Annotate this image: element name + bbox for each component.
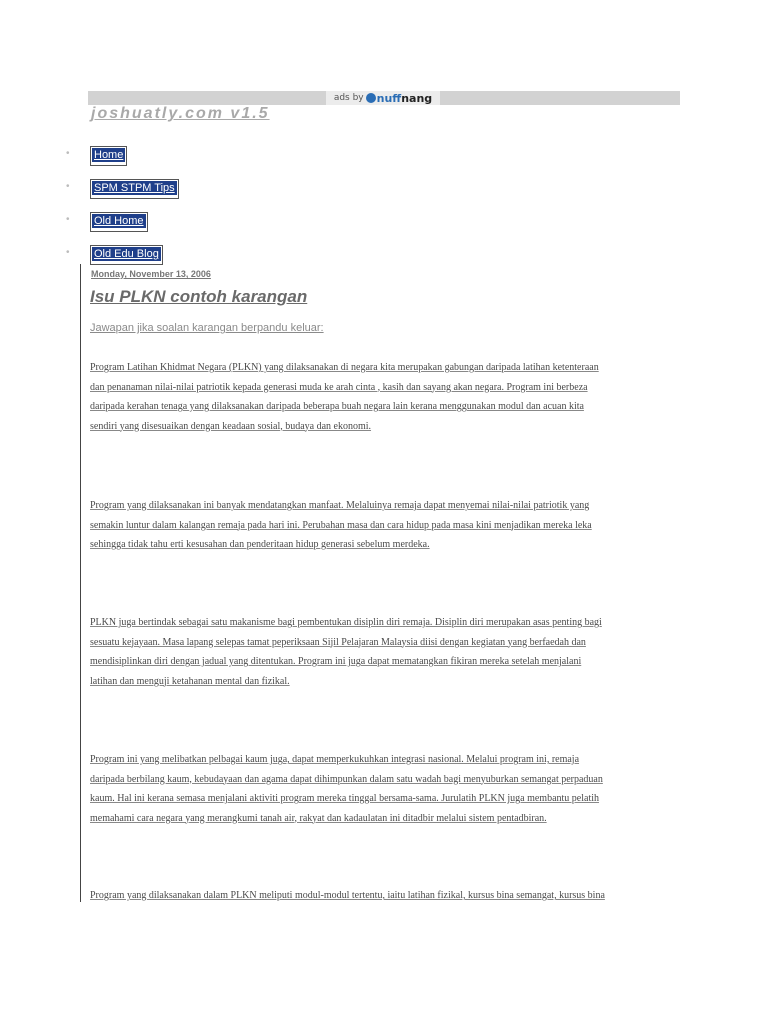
nav-item-old-edu-blog bbox=[66, 245, 266, 265]
post-lead: Jawapan jika soalan karangan berpandu keluar: bbox=[90, 322, 324, 334]
paragraph-line: daripada berbilang kaum, kebudayaan dan agama dapat dihimpunkan dalam satu wadah bagi menyuburkan semangat perpaduan bbox=[90, 773, 603, 785]
paragraph-line: kaum. Hal ini kerana semasa menjalani aktiviti program mereka tinggal bersama-sama. Jurulatih PLKN juga membantu pelatih bbox=[90, 793, 600, 804]
post-date: Monday, November 13, 2006 bbox=[91, 269, 211, 279]
nuffnang-ad-badge[interactable] bbox=[326, 91, 440, 105]
content-divider bbox=[80, 264, 81, 902]
nav-button-frame bbox=[90, 146, 127, 166]
post-paragraph bbox=[90, 496, 680, 555]
post-paragraph bbox=[90, 358, 680, 436]
ads-by-label: ads by bbox=[333, 93, 364, 103]
paragraph-line: sehingga tidak tahu erti kesusahan dan penderitaan hidup generasi sebelum merdeka. bbox=[90, 539, 430, 550]
post-paragraph bbox=[90, 886, 680, 906]
paragraph-line: Program yang dilaksanakan ini banyak mendatangkan manfaat. Melaluinya remaja dapat menyemai nilai-nilai patriotik yang bbox=[90, 500, 590, 511]
brand-part1: nuff bbox=[376, 91, 402, 105]
nav-link-old-home[interactable]: Old Home bbox=[94, 215, 144, 227]
paragraph-line: daripada kerahan tenaga yang dilaksanakan daripada beberapa buah negara lain kerana menggunakan modul dan acuan kita bbox=[90, 401, 584, 412]
nav-button-frame bbox=[90, 245, 163, 265]
nav-link-spm-stpm-tips[interactable]: SPM STPM Tips bbox=[94, 182, 175, 194]
ad-banner[interactable] bbox=[88, 91, 680, 105]
bullet-icon: • bbox=[66, 181, 70, 192]
bullet-icon: • bbox=[66, 214, 70, 225]
nav-link-home[interactable]: Home bbox=[94, 149, 124, 161]
post-paragraph bbox=[90, 750, 680, 828]
nav-button-frame bbox=[90, 179, 179, 199]
bullet-icon: • bbox=[66, 148, 70, 159]
paragraph-line: sesuatu kejayaan. Masa lapang selepas tamat peperiksaan Sijil Pelajaran Malaysia diisi dengan kegiatan yang berfaedah dan bbox=[90, 636, 586, 648]
bullet-icon: • bbox=[66, 247, 70, 258]
site-title-link[interactable]: joshuatly.com v1.5 bbox=[91, 105, 270, 122]
nav-item-old-home bbox=[66, 212, 266, 232]
paragraph-line: Program Latihan Khidmat Negara (PLKN) yang dilaksanakan di negara kita merupakan gabungan daripada latihan ketenteraan bbox=[90, 362, 599, 373]
paragraph-line: Program yang dilaksanakan dalam PLKN meliputi modul-modul tertentu, iaitu latihan fizikal, kursus bina semangat, kursus bina bbox=[90, 890, 605, 901]
paragraph-line: memahami cara negara yang merangkumi tanah air, rakyat dan kadaulatan ini ditadbir melalui sistem pentadbiran. bbox=[90, 812, 547, 824]
nav-item-home bbox=[66, 146, 266, 166]
paragraph-line: Program ini yang melibatkan pelbagai kaum juga, dapat memperkukuhkan integrasi nasional. Melalui program ini, remaja bbox=[90, 754, 580, 765]
paragraph-line: latihan dan menguji ketahanan mental dan fizikal. bbox=[90, 675, 290, 687]
paragraph-line: PLKN juga bertindak sebagai satu makanisme bagi pembentukan disiplin diri remaja. Disiplin diri merupakan asas penting bagi bbox=[90, 617, 602, 628]
paragraph-line: mendisiplinkan diri dengan jadual yang ditentukan. Program ini juga dapat mematangkan fikiran mereka setelah menjalani bbox=[90, 656, 582, 667]
paragraph-line: sendiri yang disesuaikan dengan keadaan sosial, budaya dan ekonomi. bbox=[90, 420, 372, 432]
paragraph-line: semakin luntur dalam kalangan remaja pada hari ini. Perubahan masa dan cara hidup pada masa kini menjadikan mereka leka bbox=[90, 519, 592, 531]
nav-link-old-edu-blog[interactable]: Old Edu Blog bbox=[94, 248, 159, 260]
brand-part2: nang bbox=[401, 91, 433, 105]
post-paragraph bbox=[90, 613, 680, 691]
paragraph-line: dan penanaman nilai-nilai patriotik kepada generasi muda ke arah cinta , kasih dan sayang akan negara. Program ini berbeza bbox=[90, 381, 588, 393]
nav-item-spm-stpm-tips bbox=[66, 179, 266, 199]
nav-button-frame bbox=[90, 212, 148, 232]
post-title-link[interactable]: Isu PLKN contoh karangan bbox=[90, 287, 308, 306]
nuffnang-logo-icon bbox=[366, 93, 376, 103]
